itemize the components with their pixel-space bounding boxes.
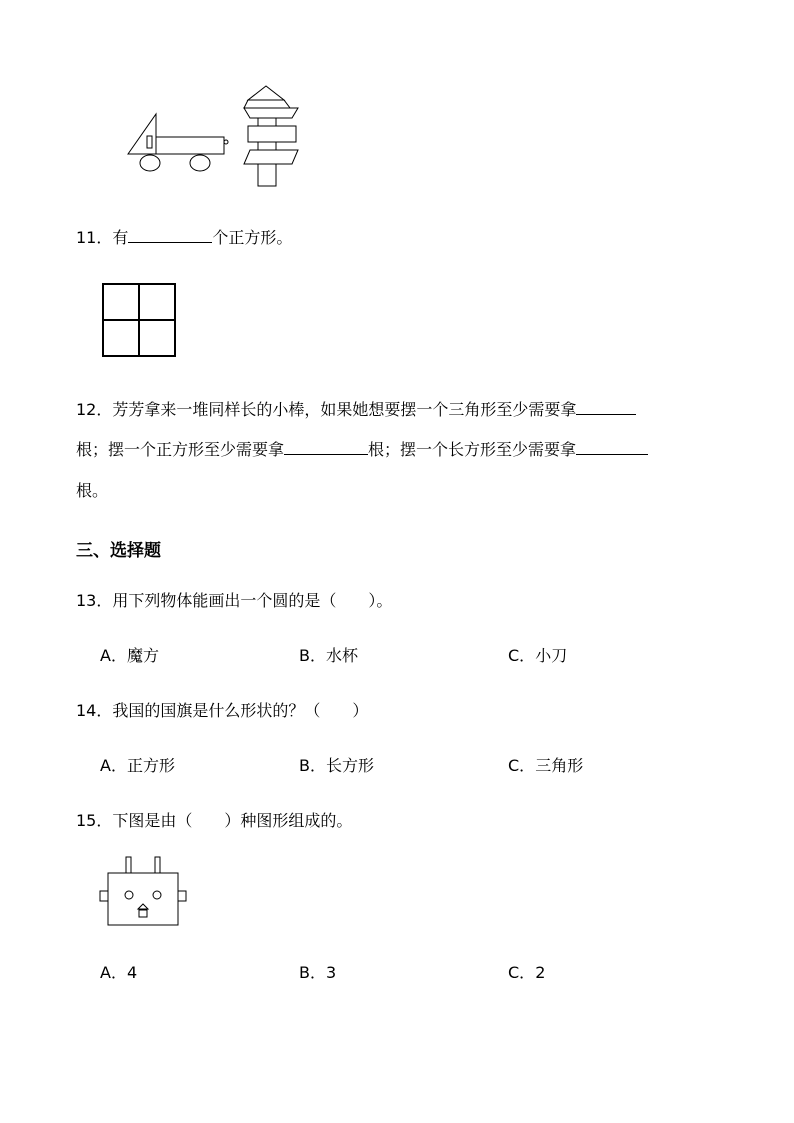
question-text: 根。 [76, 481, 109, 500]
robot-antenna-right [155, 857, 160, 873]
question-text: 用下列物体能画出一个圆的是（ ）。 [112, 591, 393, 610]
question-15 [76, 810, 352, 832]
question-11 [76, 226, 292, 249]
four-squares-figure [102, 283, 176, 357]
question-12-line-1 [76, 398, 636, 421]
question-text: 下图是由（ ）种图形组成的。 [112, 811, 353, 830]
option-b[interactable]: B．水杯 [299, 646, 358, 665]
robot-antenna-left [126, 857, 131, 873]
question-text: 芳芳拿来一堆同样长的小棒，如果她想要摆一个三角形至少需要拿 [112, 400, 577, 419]
option-a[interactable]: A．正方形 [100, 756, 175, 775]
robot-eye-left [125, 891, 133, 899]
answer-blank-triangle[interactable] [576, 398, 636, 415]
answer-blank-square[interactable] [284, 438, 368, 455]
option-b[interactable]: B．长方形 [299, 756, 374, 775]
tree-rect [248, 126, 296, 142]
tree-parallelogram-1 [244, 108, 298, 118]
truck-wheel-front [140, 155, 160, 171]
truck-body [156, 137, 224, 154]
option-c[interactable]: C．三角形 [508, 756, 584, 775]
tree-parallelogram-2 [244, 150, 298, 164]
question-number: 12． [76, 400, 113, 419]
option-c[interactable]: C．小刀 [508, 646, 568, 665]
section-heading: 三、选择题 [76, 541, 161, 561]
question-text-pre: 有 [112, 228, 129, 247]
question-text: 根；摆一个长方形至少需要拿 [368, 440, 577, 459]
truck-light [224, 140, 228, 144]
truck-wheel-back [190, 155, 210, 171]
question-text-post: 个正方形。 [212, 228, 293, 247]
option-c[interactable]: C．2 [508, 963, 546, 982]
question-number: 11． [76, 228, 113, 247]
robot-nose-triangle [138, 904, 148, 909]
question-number: 14． [76, 701, 113, 720]
tree-trapezoid [244, 100, 290, 108]
tree-top-triangle [248, 86, 284, 100]
option-b[interactable]: B．3 [299, 963, 337, 982]
truck-and-tree-figure [120, 80, 320, 190]
answer-blank[interactable] [128, 226, 212, 243]
robot-mouth [139, 910, 147, 917]
tree-trunk [258, 164, 276, 186]
question-12-line-2 [76, 438, 648, 461]
question-number: 13． [76, 591, 113, 610]
truck-window [147, 136, 152, 148]
question-12-line-3 [76, 480, 108, 502]
robot-ear-left [100, 891, 108, 901]
question-13 [76, 590, 392, 612]
robot-eye-right [153, 891, 161, 899]
question-text: 我国的国旗是什么形状的？（ ） [112, 701, 369, 720]
question-number: 15． [76, 811, 113, 830]
robot-ear-right [178, 891, 186, 901]
question-14 [76, 700, 368, 722]
robot-figure [98, 855, 190, 929]
answer-blank-rectangle[interactable] [576, 438, 648, 455]
option-a[interactable]: A．4 [100, 963, 138, 982]
question-text: 根；摆一个正方形至少需要拿 [76, 440, 285, 459]
option-a[interactable]: A．魔方 [100, 646, 159, 665]
